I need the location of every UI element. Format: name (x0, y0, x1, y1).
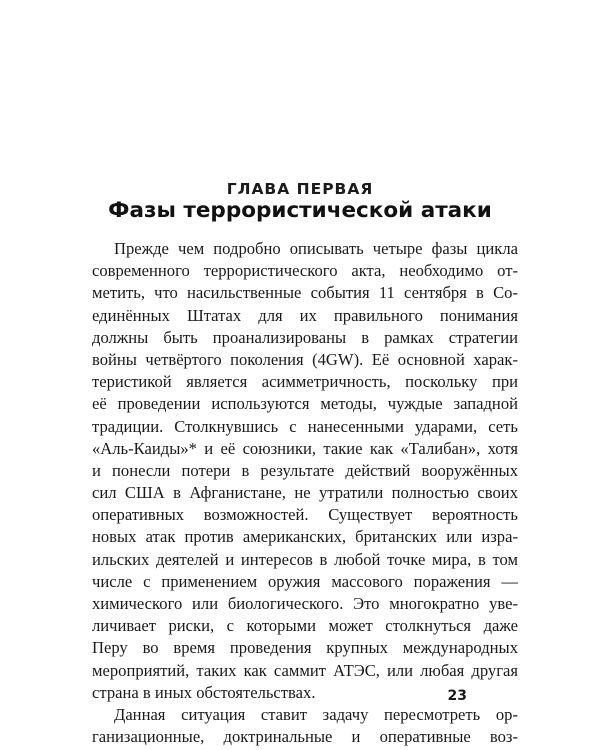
text-line: «Аль-Каиды»* и её союзники, такие как «Талибан», хотя (92, 438, 518, 458)
chapter-label: ГЛАВА ПЕРВАЯ (226, 180, 374, 198)
text-line: химического или биологического. Это многократно уве- (92, 594, 518, 613)
body-text (92, 238, 518, 748)
text-line: метить, что насильственные события 11 сентября в Со- (92, 283, 518, 303)
text-line: традиции. Столкнувшись с нанесенными ударами, сеть (92, 416, 518, 436)
text-line: ильских деятелей и интересов в любой точке мира, в том (92, 549, 518, 569)
page-number: 23 (447, 688, 467, 704)
text-line: числе с применением оружия массового поражения — (92, 571, 518, 591)
text-line: должны быть проанализированы в рамках стратегии (92, 327, 518, 347)
paragraph-1 (92, 238, 518, 704)
text-line: Перу во время проведения крупных международных (92, 638, 518, 658)
text-line: страна в иных обстоятельствах. (92, 682, 316, 702)
text-line: Данная ситуация ставит задачу пересмотреть ор- (114, 704, 518, 724)
text-line: сил США в Афганистане, не утратили полностью своих (92, 483, 518, 503)
text-line: войны четвёртого поколения (4GW). Её основной харак- (92, 349, 518, 369)
chapter-title: Фазы террористической атаки (108, 198, 492, 223)
text-line: оперативных возможностей. Существует вероятность (92, 505, 518, 525)
text-line: теристикой является асимметричность, поскольку при (92, 372, 518, 392)
text-line: мероприятий, таких как саммит АТЭС, или любая другая (92, 660, 518, 680)
text-line: новых атак против американских, британских или изра- (92, 527, 518, 547)
text-line: единённых Штатах для их правильного понимания (92, 305, 518, 325)
text-line: ганизационные, доктринальные и оперативные воз- (92, 727, 518, 747)
text-line: и понесли потери в результате действий вооружённых (92, 460, 518, 480)
text-line: Прежде чем подробно описывать четыре фазы цикла (114, 239, 518, 258)
text-line: современного террористического акта, необходимо от- (92, 261, 518, 281)
text-line: её проведении используются методы, чуждые западной (92, 394, 518, 414)
text-line: личивает риски, с которыми может столкнуться даже (92, 616, 518, 636)
paragraph-2 (92, 704, 518, 748)
